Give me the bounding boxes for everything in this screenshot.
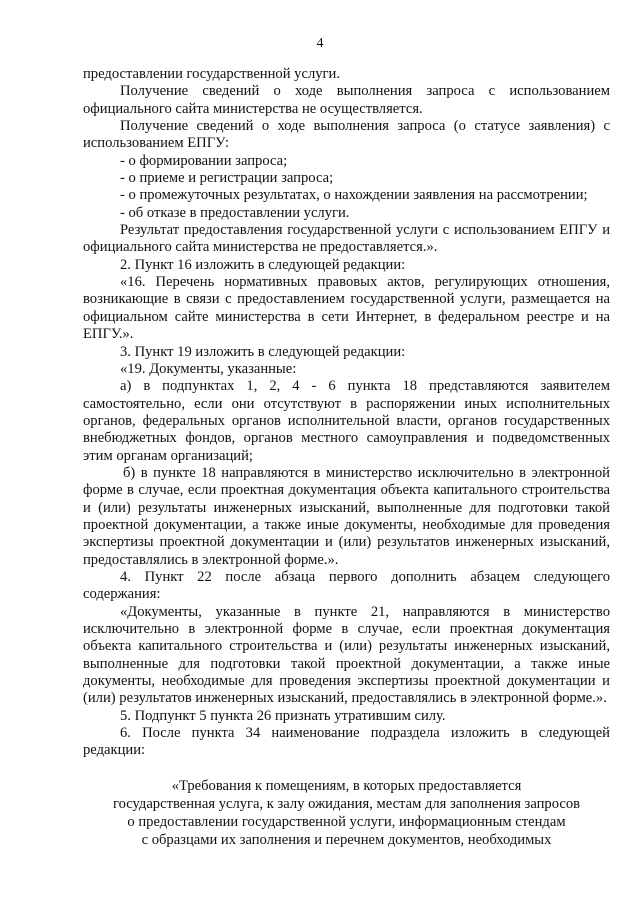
heading-line: государственная услуга, к залу ожидания, местам для заполнения запросов [112, 796, 581, 812]
heading-line: «Требования к помещениям, в которых предоставляется [171, 778, 522, 794]
document-body [83, 66, 610, 760]
heading-line: с образцами их заполнения и перечнем документов, необходимых [141, 832, 552, 848]
paragraph: а) в подпунктах 1, 2, 4 - 6 пункта 18 представляются заявителем самостоятельно, если они отсутствуют в распоряжении иных исполнительных органов, федеральных органов исполнительной власти, органов государственных внебюджетных фондов, органов местного самоуправления и подведомственных этим органам организаций; [83, 378, 610, 464]
paragraph: б) в пункте 18 направляются в министерство исключительно в электронной форме в случае, если проектная документация объекта капитального строительства и (или) результаты инженерных изысканий, выполненные для подготовки такой проектной документации, а также иные документы, необходимые для проведения экспертизы проектной документации и (или) результатов инженерных изысканий, предоставлялись в электронной форме.». [83, 464, 610, 568]
list-item: - о приеме и регистрации запроса; [120, 170, 334, 187]
paragraph: «Документы, указанные в пункте 21, направляются в министерство исключительно в электронной форме в случае, если проектная документация объекта капитального строительства и (или) результаты инженерных изысканий, выполненные для подготовки такой проектной документации, а также иные документы, необходимые для проведения экспертизы проектной документации и (или) результатов инженерных изысканий, предоставлялись в электронной форме.». [83, 603, 610, 707]
paragraph: 4. Пункт 22 после абзаца первого дополнить абзацем следующего содержания: [83, 568, 610, 603]
heading-line: о предоставлении государственной услуги, информационным стендам [127, 814, 566, 830]
paragraph: Результат предоставления государственной услуги с использованием ЕПГУ и официального сайта министерства не предоставляется.». [83, 222, 610, 256]
list-item: - о промежуточных результатах, о нахождении заявления на рассмотрении; [120, 187, 588, 204]
paragraph: 3. Пункт 19 изложить в следующей редакции: [120, 343, 406, 360]
page-number: 4 [316, 36, 324, 51]
subsection-heading [83, 777, 610, 849]
paragraph: 6. После пункта 34 наименование подраздела изложить в следующей редакции: [83, 725, 610, 759]
paragraph: Получение сведений о ходе выполнения запроса с использованием официального сайта министерства не осуществляется. [83, 83, 610, 117]
paragraph: 5. Подпункт 5 пункта 26 признать утратившим силу. [120, 707, 446, 724]
list-item: - о формировании запроса; [120, 152, 288, 169]
list-item: - об отказе в предоставлении услуги. [120, 204, 350, 221]
paragraph: «19. Документы, указанные: [120, 360, 297, 377]
paragraph: предоставлении государственной услуги. [83, 66, 340, 82]
paragraph: 2. Пункт 16 изложить в следующей редакции: [120, 256, 406, 273]
paragraph: Получение сведений о ходе выполнения запроса (о статусе заявления) с использованием ЕПГУ: [83, 118, 610, 152]
paragraph: «16. Перечень нормативных правовых актов, регулирующих отношения, возникающие в связи с предоставлением государственной услуги, размещается на официальном сайте министерства в сети Интернет, в федеральном реестре и на ЕПГУ.». [83, 274, 610, 343]
